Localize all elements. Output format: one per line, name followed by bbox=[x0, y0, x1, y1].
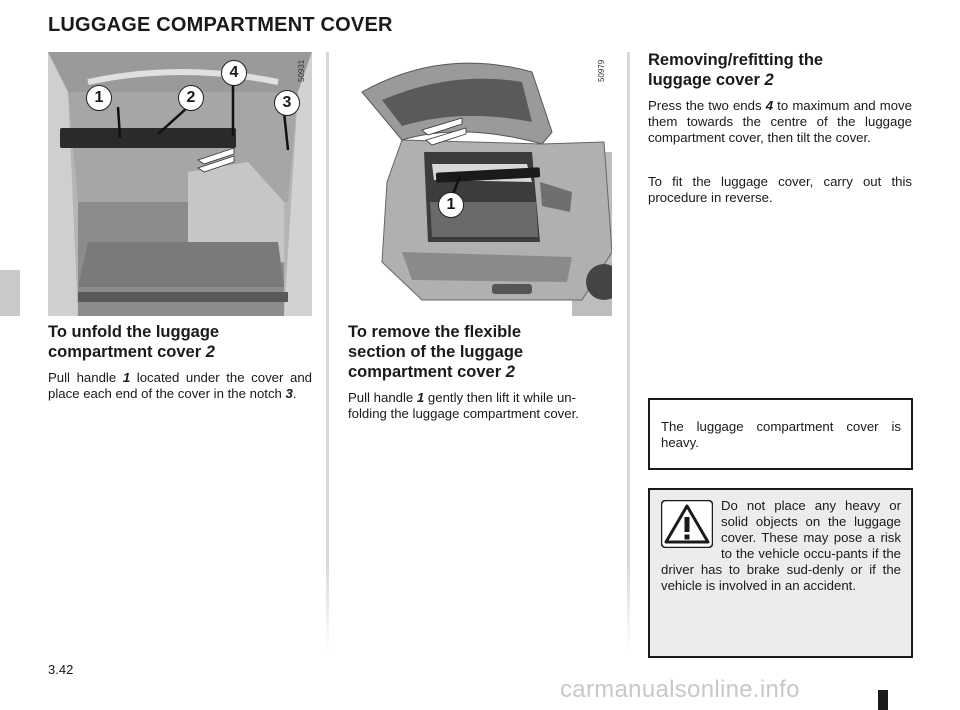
heading-remove: To remove the flexible section of the luggage compartment cover 2 bbox=[348, 323, 524, 381]
column-divider-1 bbox=[326, 52, 329, 652]
column-divider-2 bbox=[627, 52, 630, 652]
car-rear-illustration bbox=[342, 52, 612, 316]
page-title: LUGGAGE COMPARTMENT COVER bbox=[48, 14, 393, 36]
heading-refit: Removing/refitting the luggage cover 2 bbox=[648, 51, 824, 89]
text-refit: Press the two ends 4 to maximum and move them towards the centre of the luggage compartment cover, then tilt the cover. bbox=[648, 98, 912, 145]
text-refit-reverse: To fit the luggage cover, carry out this procedure in reverse. bbox=[648, 174, 912, 205]
chapter-side-tab bbox=[0, 270, 20, 316]
warning-triangle-icon bbox=[661, 500, 713, 548]
callout-2: 2 bbox=[178, 85, 204, 111]
note-heavy-text: The luggage compartment cover is heavy. bbox=[661, 419, 901, 450]
figure-code-left: 50931 bbox=[297, 59, 306, 82]
text-remove: Pull handle 1 gently then lift it while un-folding the luggage compartment cover. bbox=[348, 390, 579, 421]
page-number: 3.42 bbox=[48, 662, 74, 677]
figure-luggage-interior bbox=[48, 52, 312, 316]
callout-3: 3 bbox=[274, 90, 300, 116]
figure-code-middle: 50979 bbox=[597, 59, 606, 82]
heading-unfold: To unfold the luggage compartment cover 2 bbox=[48, 323, 220, 361]
callout-4: 4 bbox=[221, 60, 247, 86]
figure-car-rear bbox=[342, 52, 612, 316]
note-heavy-box bbox=[648, 398, 913, 470]
callout-1: 1 bbox=[86, 85, 112, 111]
watermark: carmanualsonline.info bbox=[560, 676, 800, 703]
warning-box bbox=[648, 488, 913, 658]
text-unfold: Pull handle 1 located under the cover and place each end of the cover in the notch 3. bbox=[48, 370, 313, 401]
corner-mark bbox=[878, 690, 888, 710]
warning-text: Do not place any heavy or solid objects on the luggage cover. These may pose a risk to the vehicle occu-pants if the driver has to brake sud-denly or if the vehicle is involved in an accident. bbox=[661, 498, 901, 593]
callout-1-middle: 1 bbox=[438, 192, 464, 218]
